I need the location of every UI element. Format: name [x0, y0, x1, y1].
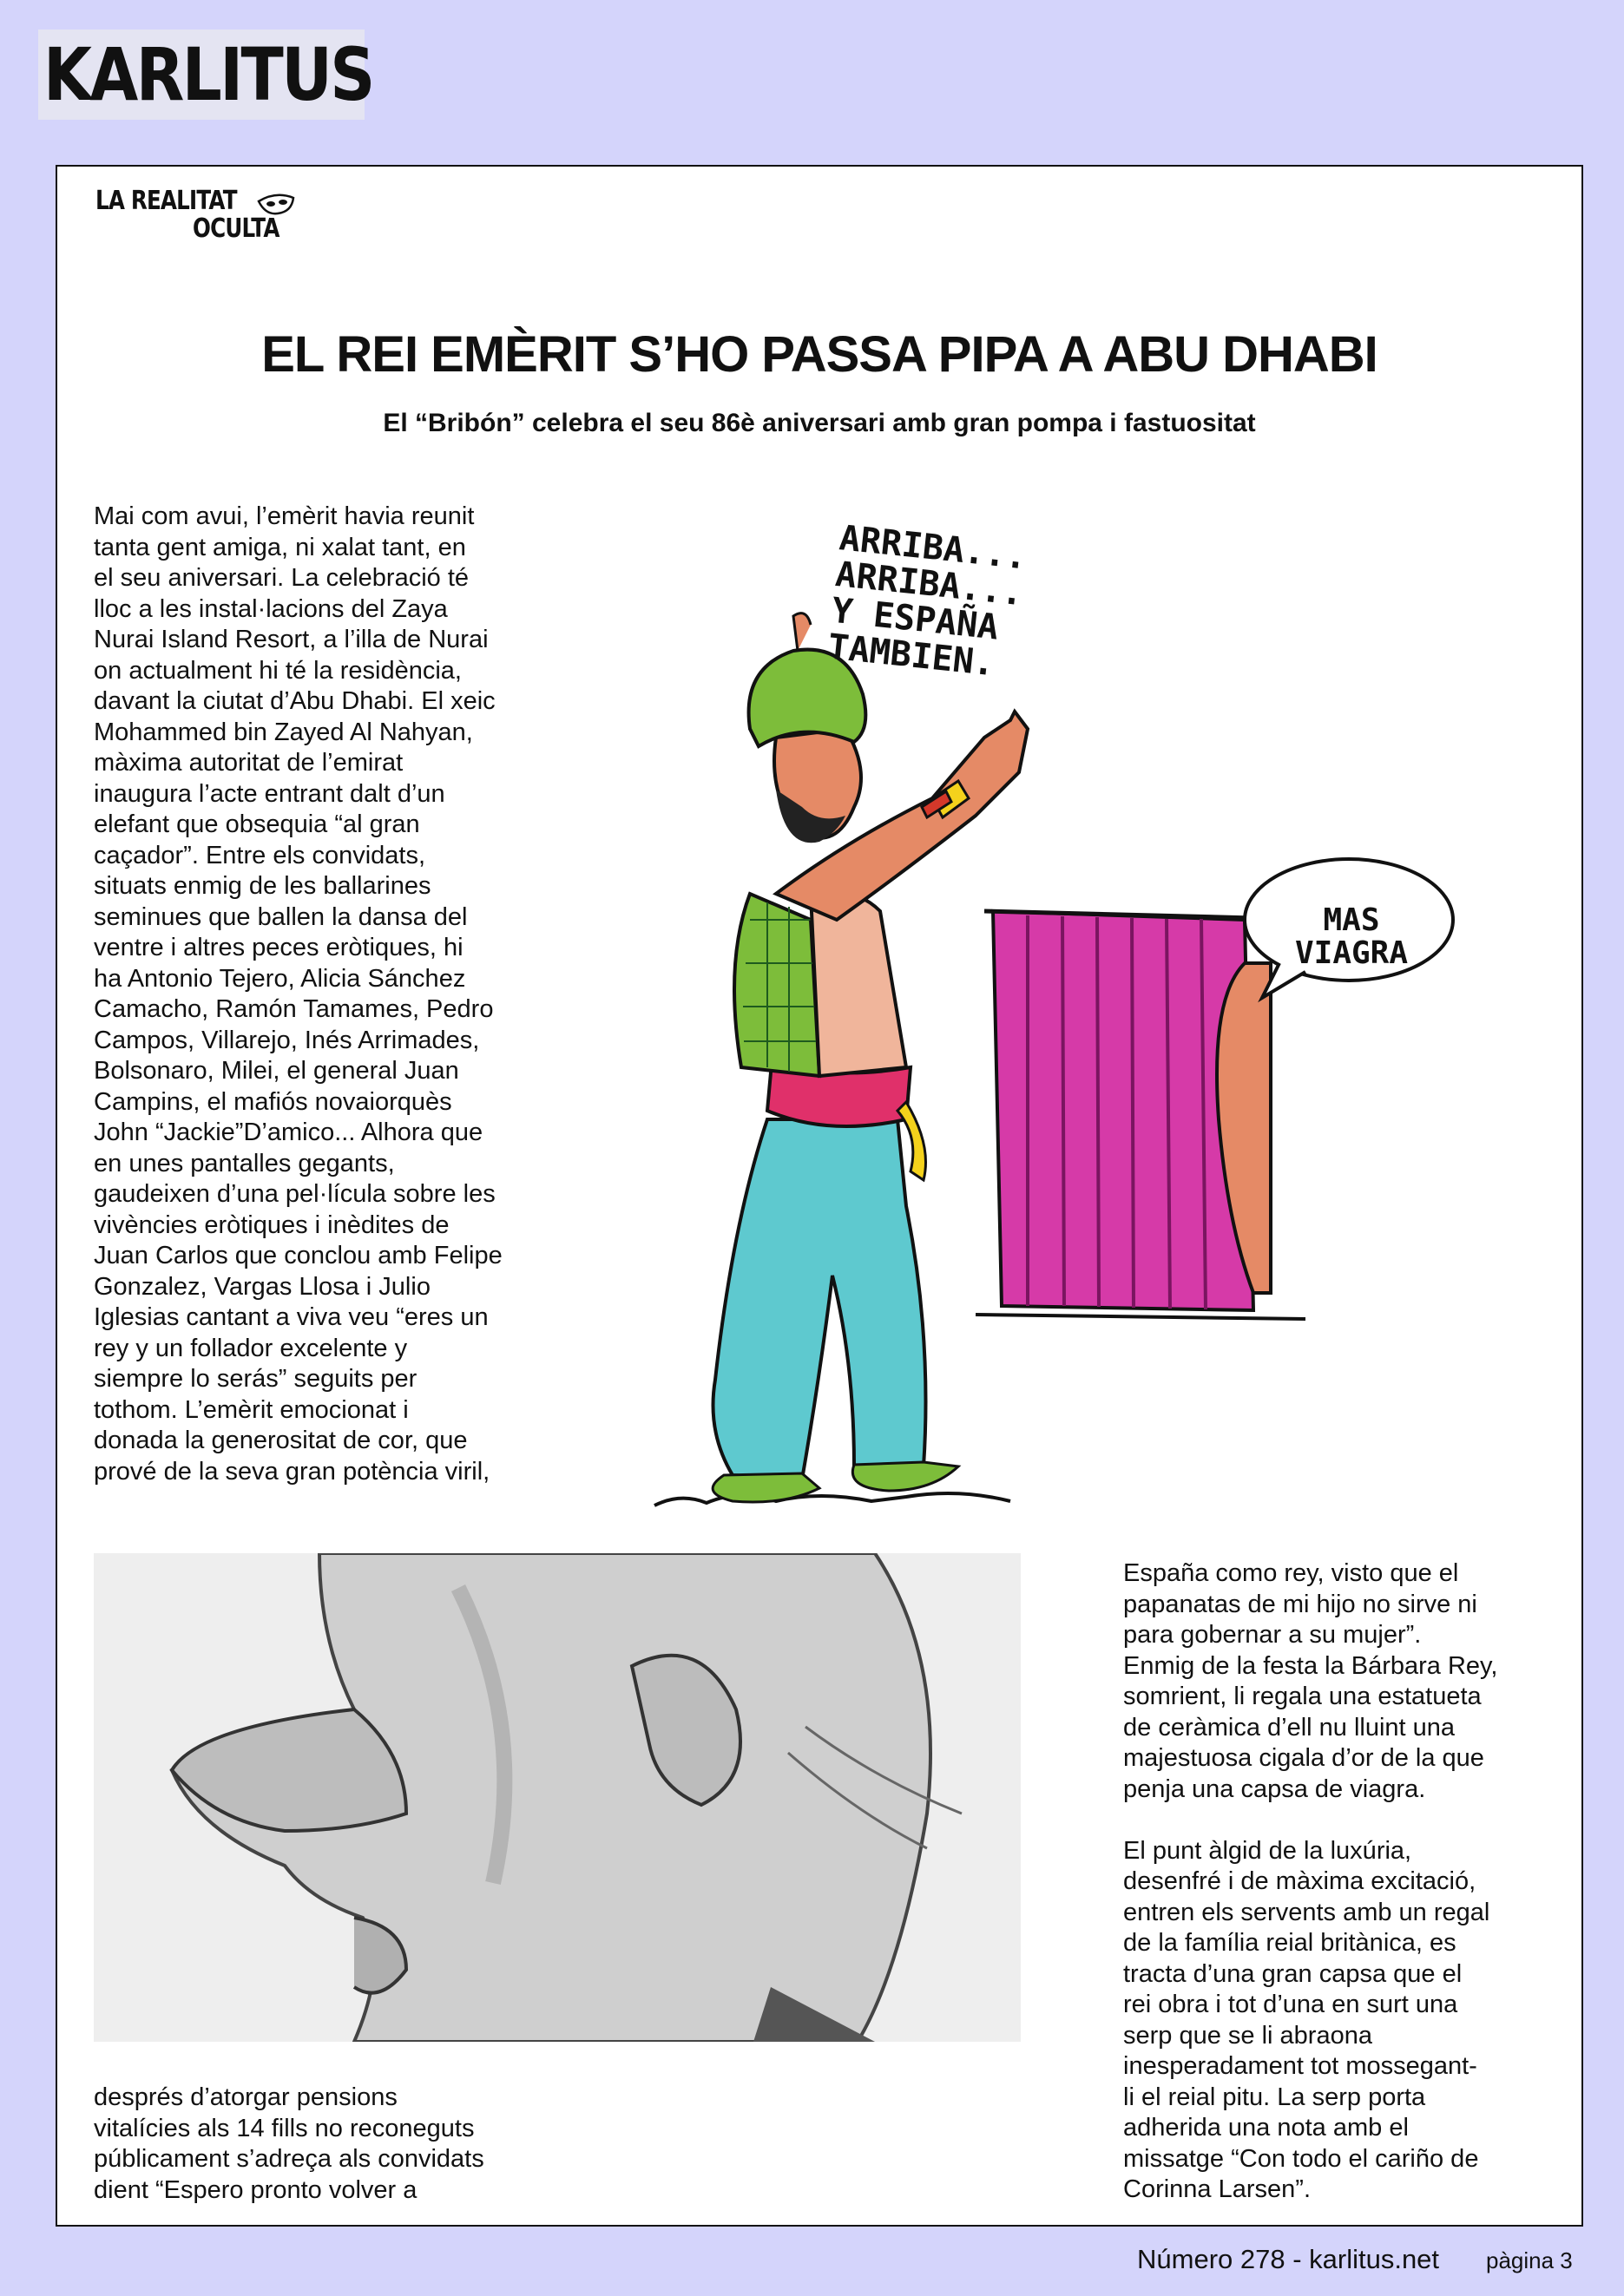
section-logo-line2: OCULTA — [193, 213, 279, 244]
headline: EL REI EMÈRIT S’HO PASSA PIPA A ABU DHABI — [261, 326, 1377, 383]
subheadline: El “Bribón” celebra el seu 86è aniversari amb gran pompa i fastuositat — [383, 409, 1256, 437]
caricature-image — [94, 1553, 1021, 2042]
footer-page-number: pàgina 3 — [1486, 2247, 1573, 2273]
eye-mask-icon — [257, 189, 295, 220]
cartoon-drawing — [646, 512, 1514, 1519]
masthead — [38, 30, 373, 120]
footer-issue: Número 278 - karlitus.net — [1137, 2244, 1440, 2274]
speech-bubble-arriba: ARRIBA... ARRIBA... Y ESPAÑA TAMBIEN. — [825, 518, 1029, 685]
cartoon-illustration — [646, 512, 1514, 1519]
article-text-left-bottom: després d’atorgar pensions vitalícies als 14 fills no reconeguts públicament s’adreça als convidats dient “Espero pronto volver a — [94, 2083, 484, 2204]
section-logo — [95, 186, 321, 246]
article-text-left-top: Mai com avui, l’emèrit havia reunit tanta gent amiga, ni xalat tant, en el seu aniversari. La celebració té lloc a les instal·lacions del Zaya Nurai Island Resort, a l’illa de Nurai on actualment hi té la residència, davant la ciutat d’Abu Dhabi. El xeic Mohammed bin Zayed Al Nahyan, màxima autoritat de l’emirat inaugura l’acte entrant dalt d’un elefant que obsequia “al gran caçador”. Entre els convidats, situats enmig de les ballarines seminues que ballen la dansa del ventre i altres peces eròtiques, hi ha Antonio Tejero, Alicia Sánchez Camacho, Ramón Tamames, Pedro Campos, Villarejo, Inés Arrimades, Bolsonaro, Milei, el general Juan Campins, el mafiós novaiorquès John “Jackie”D’amico... Alhora que en unes pantalles gegants, gaudeixen d’una pel·lícula sobre les vivències eròtiques i inèdites de Juan Carlos que conclou amb Felipe Gonzalez, Vargas Llosa i Julio Iglesias cantant a viva veu “eres un rey y un follador excelente y siempre lo serás” seguits per tothom. L’emèrit emocionat i donada la generositat de cor, que prové de la seva gran potència viril, — [94, 502, 503, 1486]
section-logo-line1: LA REALITAT — [95, 186, 237, 216]
speech-bubble-viagra: MAS VIAGRA — [1294, 902, 1409, 971]
masthead-title: KARLITUS — [43, 32, 373, 117]
caricature-drawing — [94, 1553, 1021, 2042]
article-text-right-column: España como rey, visto que el papanatas de mi hijo no sirve ni para gobernar a su mujer”. Enmig de la festa la Bárbara Rey, somrient, li regala una estatueta de ceràmica d’ell nu lluint una majestuosa cigala d’or de la que penja una capsa de viagra. El punt àlgid de la luxúria, desenfré i de màxima excitació, entren els servents amb un regal de la família reial britànica, es tracta d’una gran capsa que el rei obra i tot d’una en surt una serp que se li abraona inesperadament tot mossegant- li el reial pitu. La serp porta adherida una nota amb el missatge “Con todo el cariño de Corinna Larsen”. — [1123, 1559, 1498, 2203]
